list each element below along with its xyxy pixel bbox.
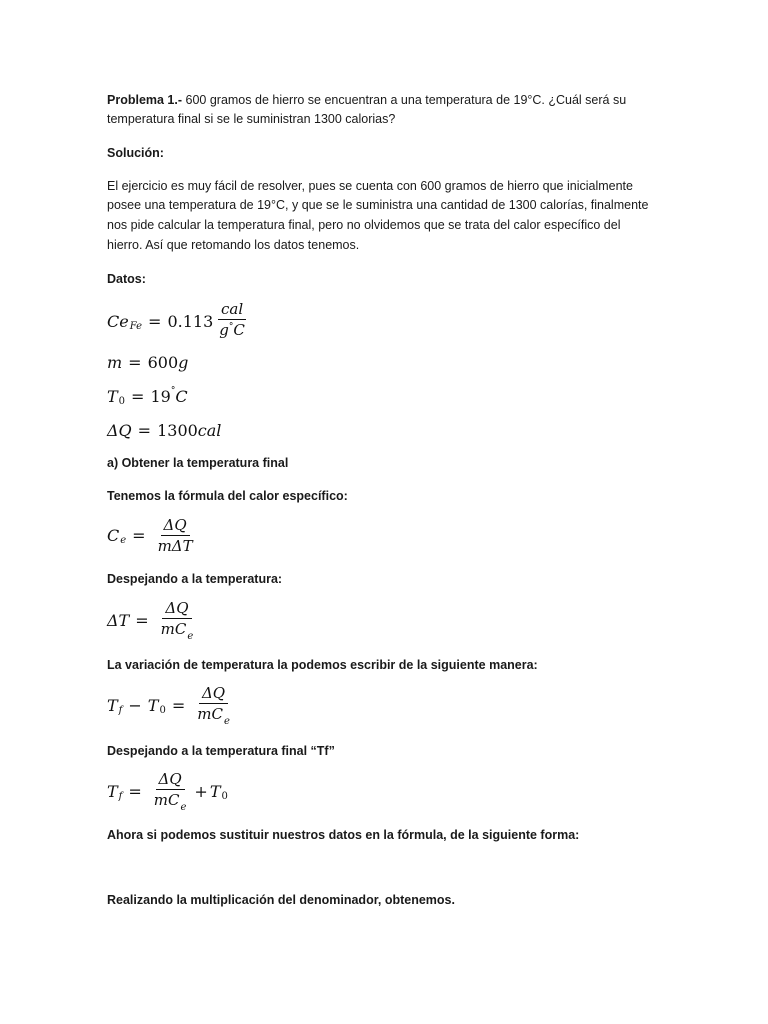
ce-den-degree: ° xyxy=(228,322,234,332)
ce-value: 0.113 xyxy=(167,311,214,331)
eq2-denominator xyxy=(158,619,197,641)
eq4-denominator xyxy=(151,790,190,812)
ce-den-unit: g xyxy=(219,321,229,339)
ce-symbol: Ce xyxy=(107,311,129,331)
eq2-lhs: ΔT xyxy=(107,610,130,630)
eq1-fraction xyxy=(155,516,196,555)
m-unit: g xyxy=(178,353,189,372)
problem-statement-line1 xyxy=(107,91,626,111)
step2-text: Despejando a la temperatura: xyxy=(107,572,283,586)
eq4-t0: T xyxy=(209,781,221,801)
solution-heading: Solución: xyxy=(107,146,164,160)
eq3-t0-subscript: 0 xyxy=(159,704,166,716)
step5-text: Ahora si podemos sustituir nuestros datos en la fórmula, de la siguiente forma: xyxy=(107,828,580,842)
eq1-equals: = xyxy=(132,526,146,545)
dq-unit: cal xyxy=(197,421,222,440)
intro-line-3: nos pide calcular la temperatura final, pero no olvidemos que se trata del calor específico del xyxy=(107,218,621,232)
t0-degree: ° xyxy=(170,385,176,396)
equation-mass xyxy=(107,353,188,372)
eq3-den-subscript: e xyxy=(223,716,230,727)
m-symbol: m xyxy=(107,353,123,372)
equation-final-temp xyxy=(107,770,228,812)
intro-line-2: posee una temperatura de 19°C, y que se le suministra una cantidad de 1300 calorías, finalmente xyxy=(107,198,649,212)
eq2-equals: = xyxy=(135,610,149,630)
ce-unit-numerator: cal xyxy=(218,300,246,320)
t0-unit: C xyxy=(175,387,188,406)
problem-statement-text: 600 gramos de hierro se encuentran a una temperatura de 19°C. ¿Cuál será su xyxy=(182,93,627,107)
section-a-heading: a) Obtener la temperatura final xyxy=(107,456,289,470)
t0-value: 19 xyxy=(150,387,171,406)
eq4-fraction xyxy=(151,770,190,812)
eq3-minus: − xyxy=(128,695,142,715)
eq1-numerator: ΔQ xyxy=(161,516,190,536)
equation-specific-heat-iron xyxy=(107,300,251,342)
eq4-lhs: T xyxy=(107,781,118,801)
eq2-numerator: ΔQ xyxy=(162,599,191,619)
problem-title: Problema 1.- xyxy=(107,93,183,107)
t0-equals: = xyxy=(131,387,145,406)
equation-temp-difference xyxy=(107,684,236,726)
eq4-lhs-subscript: f xyxy=(118,790,123,802)
eq4-den-main: mC xyxy=(153,791,180,809)
ce-equals: = xyxy=(148,311,162,331)
step1-text: Tenemos la fórmula del calor específico: xyxy=(107,489,348,503)
eq4-numerator: ΔQ xyxy=(156,770,185,790)
eq1-denominator: mΔT xyxy=(157,537,193,555)
intro-line-1: El ejercicio es muy fácil de resolver, pues se cuenta con 600 gramos de hierro que inicialmente xyxy=(107,179,633,193)
step6-text: Realizando la multiplicación del denominador, obtenemos. xyxy=(107,893,455,907)
equation-heat xyxy=(107,421,221,440)
eq3-t0: T xyxy=(147,695,159,715)
m-equals: = xyxy=(128,353,142,372)
ce-unit-denominator xyxy=(216,320,248,342)
eq3-denominator xyxy=(194,704,233,726)
dq-symbol: ΔQ xyxy=(107,421,132,440)
datos-heading: Datos: xyxy=(107,272,146,286)
eq4-plus: + xyxy=(194,781,208,801)
dq-value: 1300 xyxy=(157,421,198,440)
t0-symbol: T xyxy=(107,387,118,406)
step3-text: La variación de temperatura la podemos escribir de la siguiente manera: xyxy=(107,658,538,672)
equation-specific-heat-formula xyxy=(107,516,199,555)
eq3-equals: = xyxy=(171,695,186,715)
eq3-fraction xyxy=(194,684,233,726)
eq2-fraction xyxy=(158,599,197,641)
t0-subscript: 0 xyxy=(118,396,126,407)
ce-subscript: Fe xyxy=(129,320,143,332)
eq4-equals: = xyxy=(128,781,142,801)
eq3-tf: T xyxy=(107,695,118,715)
eq1-lhs: C xyxy=(107,526,120,545)
eq4-den-subscript: e xyxy=(180,802,187,813)
equation-delta-t xyxy=(107,599,199,641)
eq2-den-main: mC xyxy=(160,620,187,638)
eq3-tf-subscript: f xyxy=(118,704,123,716)
step4-text: Despejando a la temperatura final “Tf” xyxy=(107,744,335,758)
dq-equals: = xyxy=(137,421,152,440)
eq3-den-main: mC xyxy=(197,705,223,723)
equation-initial-temp xyxy=(107,387,188,406)
eq1-lhs-subscript: e xyxy=(120,535,127,546)
ce-den-celsius: C xyxy=(233,321,245,339)
eq3-numerator: ΔQ xyxy=(199,684,228,704)
m-value: 600 xyxy=(147,353,179,372)
intro-line-4: hierro. Así que retomando los datos tenemos. xyxy=(107,238,360,252)
ce-unit-fraction xyxy=(216,300,248,342)
problem-statement-line2: temperatura final si se le suministran 1300 calorias? xyxy=(107,112,396,126)
eq4-t0-subscript: 0 xyxy=(221,790,228,802)
eq2-den-subscript: e xyxy=(187,631,194,642)
